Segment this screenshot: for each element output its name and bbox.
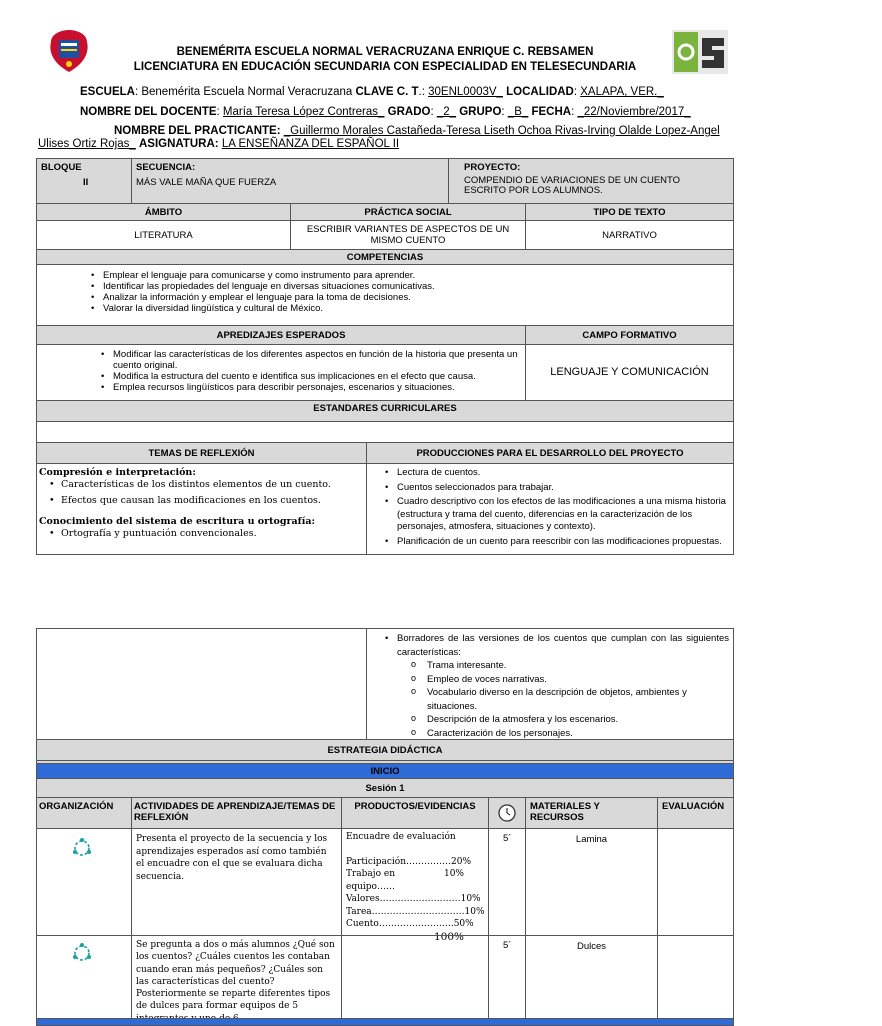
encuadre-row bbox=[346, 868, 464, 893]
info-line-docente: NOMBRE DEL DOCENTE: María Teresa López Contreras_ GRADO: _2_ GRUPO: _B_ FECHA: _22/Noviembre/2017_ bbox=[80, 106, 691, 118]
encuadre-value: 10% bbox=[464, 906, 485, 917]
produccion-item: • Cuentos seleccionados para trabajar. bbox=[383, 482, 729, 495]
evaluacion-cell bbox=[657, 828, 734, 936]
competencia-item: • Emplear el lenguaje para comunicarse y como instrumento para aprender. bbox=[89, 270, 733, 281]
proyecto-value: COMPENDIO DE VARIACIONES DE UN CUENTO ESCRITO POR LOS ALUMNOS. bbox=[464, 175, 681, 196]
col-evaluacion: EVALUACIÓN bbox=[657, 797, 734, 829]
produccion-item: • Lectura de cuentos. bbox=[383, 467, 729, 480]
actividad-cell: Presenta el proyecto de la secuencia y los aprendizajes esperados así como también el encuadre con el que se evaluara dicha secuencia. bbox=[131, 828, 342, 936]
caracteristica-item: o Caracterización de los personajes. bbox=[383, 727, 729, 741]
group-organization-icon bbox=[71, 942, 93, 964]
col-productos: PRODUCTOS/EVIDENCIAS bbox=[341, 797, 489, 829]
competencia-item: • Analizar la información y emplear el lenguaje para la toma de decisiones. bbox=[89, 292, 733, 303]
encuadre-total: 100% bbox=[433, 930, 464, 943]
secuencia-value: MÁS VALE MAÑA QUE FUERZA bbox=[136, 177, 277, 188]
encuadre-value: 20% bbox=[451, 856, 472, 867]
producciones-header: PRODUCCIONES PARA EL DESARROLLO DEL PROYECTO bbox=[366, 442, 734, 464]
info-line-escuela: ESCUELA: Benemérita Escuela Normal Veracruzana CLAVE C. T.: 30ENL0003V_ LOCALIDAD: XALAPA, VER._ bbox=[80, 86, 664, 98]
aprendizaje-item: • Modificar las características de los diferentes aspectos en función de la historia que presenta un cuento original. bbox=[99, 349, 521, 371]
encuadre-label: Participación…………… bbox=[346, 856, 451, 867]
competencias-list bbox=[89, 270, 733, 314]
group-organization-icon bbox=[71, 837, 93, 859]
estrategia-header: ESTRATEGIA DIDÁCTICA bbox=[36, 739, 734, 761]
tema-item: • Características de los distintos elementos de un cuento. bbox=[47, 479, 364, 491]
bloque-cell bbox=[36, 158, 132, 204]
clock-icon bbox=[497, 803, 517, 823]
sesion-header: Sesión 1 bbox=[36, 778, 734, 798]
tema-item: • Efectos que causan las modificaciones en los cuentos. bbox=[47, 495, 364, 507]
encuadre-value: 10% bbox=[460, 894, 481, 904]
grupo-label: GRUPO bbox=[459, 106, 502, 118]
encuadre-value: 10% bbox=[443, 869, 464, 879]
escuela-value: : Benemérita Escuela Normal Veracruzana bbox=[134, 86, 353, 98]
tipo-header: TIPO DE TEXTO bbox=[525, 203, 734, 221]
tiempo-cell: 5´ bbox=[488, 828, 526, 936]
next-section-bar bbox=[36, 1018, 734, 1026]
temas-subheading: Compresión e interpretación: bbox=[39, 467, 196, 478]
school-name: BENEMÉRITA ESCUELA NORMAL VERACRUZANA ENRIQUE C. REBSAMEN bbox=[176, 46, 594, 58]
tipo-value: NARRATIVO bbox=[525, 220, 734, 250]
encuadre-value: 50% bbox=[453, 919, 474, 929]
encuadre-row bbox=[346, 906, 485, 919]
producciones-cell bbox=[366, 463, 734, 555]
temas-cell bbox=[36, 463, 367, 555]
actividad-cell: Se pregunta a dos o más alumnos ¿Qué son los cuentos? ¿Cuáles cuentos les contaban cuando eran más pequeños? ¿Cuáles son las características del cuento? Posteriormente se reparte diferentes tipos de dulces para formar equipos de 5 bbox=[131, 935, 342, 1019]
campo-value: LENGUAJE Y COMUNICACIÓN bbox=[525, 344, 734, 401]
material-cell: Lamina bbox=[525, 828, 658, 936]
temas-header: TEMAS DE REFLEXIÓN bbox=[36, 442, 367, 464]
col-organizacion: ORGANIZACIÓN bbox=[36, 797, 132, 829]
grupo-value: _B_ bbox=[507, 106, 529, 118]
docente-label: NOMBRE DEL DOCENTE bbox=[80, 106, 217, 118]
col-materiales: MATERIALES Y RECURSOS bbox=[525, 797, 658, 829]
proyecto-cell bbox=[448, 158, 734, 204]
encuadre-cell bbox=[341, 828, 489, 943]
competencia-item: • Identificar las propiedades del lenguaje en diversas situaciones comunicativas. bbox=[89, 281, 733, 292]
school-seal-logo bbox=[47, 28, 91, 74]
caracteristica-item: o Descripción de la atmosfera y los escenarios. bbox=[383, 713, 729, 727]
aprendizaje-item: • Modifica la estructura del cuento e identifica sus implicaciones en el efecto que causa. bbox=[99, 371, 521, 382]
encuadre-label: Tarea…………………………. bbox=[346, 906, 465, 917]
estandares-cell bbox=[36, 421, 734, 443]
aprendizajes-cell bbox=[36, 344, 526, 401]
encuadre-row bbox=[346, 918, 474, 931]
material-cell: Dulces bbox=[525, 935, 658, 1019]
temas-list bbox=[39, 528, 364, 540]
caracteristica-item: o Empleo de voces narrativas. bbox=[383, 673, 729, 687]
caracteristica-item: o Vocabulario diverso en la descripción de objetos, ambientes y situaciones. bbox=[383, 686, 729, 713]
competencias-header: COMPETENCIAS bbox=[36, 249, 734, 265]
campo-header: CAMPO FORMATIVO bbox=[525, 325, 734, 345]
localidad-label: LOCALIDAD bbox=[506, 86, 574, 98]
organizacion-cell bbox=[36, 935, 132, 1019]
docente-value: María Teresa López Contreras_ bbox=[222, 106, 385, 118]
competencias-cell bbox=[36, 264, 734, 326]
bloque-label: BLOQUE bbox=[41, 162, 82, 173]
clave-label: CLAVE C. T bbox=[355, 86, 419, 98]
practica-value: ESCRIBIR VARIANTES DE ASPECTOS DE UN MISMO CUENTO bbox=[290, 220, 526, 250]
borradores-list bbox=[383, 632, 729, 659]
practicante-value: _Guillermo Morales Castañeda-Teresa Liseth Ochoa Rivas-Irving Olalde Lopez-Angel bbox=[283, 125, 720, 137]
encuadre-row bbox=[346, 856, 472, 869]
col-actividades: ACTIVIDADES DE APRENDIZAJE/TEMAS DE REFLEXIÓN bbox=[131, 797, 342, 829]
evaluacion-cell bbox=[657, 935, 734, 1019]
temas-subheading: Conocimiento del sistema de escritura u ortografía: bbox=[39, 516, 316, 527]
produccion-item: • Planificación de un cuento para reescribir con las modificaciones propuestas. bbox=[383, 536, 729, 549]
clave-value: 30ENL0003V_ bbox=[428, 86, 503, 98]
secuencia-label: SECUENCIA: bbox=[136, 162, 196, 173]
inicio-header: INICIO bbox=[36, 763, 734, 779]
proyecto-label: PROYECTO: bbox=[464, 162, 521, 173]
fecha-label: FECHA bbox=[531, 106, 572, 118]
aprendizajes-list bbox=[99, 349, 521, 393]
col-tiempo bbox=[488, 797, 526, 829]
info-line-practicante bbox=[114, 125, 882, 137]
encuadre-row bbox=[346, 893, 481, 906]
estandares-header: ESTANDARES CURRICULARES bbox=[36, 400, 734, 422]
practicante-label: NOMBRE DEL PRACTICANTE: bbox=[114, 125, 281, 137]
grado-value: _2_ bbox=[436, 106, 457, 118]
borradores-cell bbox=[366, 628, 734, 740]
school-heading bbox=[100, 45, 670, 74]
ambito-header: ÁMBITO bbox=[36, 203, 291, 221]
temas-list bbox=[39, 479, 364, 507]
localidad-value: XALAPA, VER._ bbox=[580, 86, 664, 98]
aprendizajes-header: APREDIZAJES ESPERADOS bbox=[36, 325, 526, 345]
encuadre-label: Trabajo en equipo…… bbox=[346, 869, 395, 892]
caracteristica-item: o Trama interesante. bbox=[383, 659, 729, 673]
competencia-item: • Valorar la diversidad lingüística y cultural de México. bbox=[89, 303, 733, 314]
encuadre-label: Valores……………………… bbox=[346, 894, 461, 904]
fecha-value: _22/Noviembre/2017_ bbox=[577, 106, 691, 118]
aprendizaje-item: • Emplea recursos lingüísticos para describir personajes, escenarios y situaciones. bbox=[99, 382, 521, 393]
encuadre-label: Cuento……………………. bbox=[346, 919, 454, 929]
tiempo-cell: 5´ bbox=[488, 935, 526, 1019]
bloque-value: II bbox=[83, 177, 89, 188]
organizacion-cell bbox=[36, 828, 132, 936]
asignatura-label: ASIGNATURA: bbox=[138, 138, 219, 150]
degree-name: LICENCIATURA EN EDUCACIÓN SECUNDARIA CON ESPECIALIDAD EN TELESECUNDARIA bbox=[133, 60, 637, 73]
practicante-value-cont: Ulises Ortiz Rojas_ bbox=[38, 138, 136, 150]
escuela-label: ESCUELA bbox=[80, 86, 135, 98]
continuation-empty-cell bbox=[36, 628, 367, 740]
produccion-item: • Cuadro descriptivo con los efectos de las modificaciones a una misma historia (estructura y trama del cuento, diferencias en la caracterización de los personajes, atmosfera, situaciones y contexto). bbox=[383, 496, 729, 534]
info-line-asignatura bbox=[38, 138, 806, 150]
caracteristicas-list bbox=[383, 659, 729, 740]
producciones-list bbox=[383, 467, 729, 548]
asignatura-value: LA ENSEÑANZA DEL ESPAÑOL II bbox=[221, 138, 400, 150]
productos-cell bbox=[341, 935, 489, 1019]
tema-item: • Ortografía y puntuación convencionales. bbox=[47, 528, 364, 540]
ambito-value: LITERATURA bbox=[36, 220, 291, 250]
practica-header: PRÁCTICA SOCIAL bbox=[290, 203, 526, 221]
encuadre-title: Encuadre de evaluación bbox=[346, 832, 456, 842]
borradores-item: • Borradores de las versiones de los cuentos que cumplan con las siguientes características: bbox=[383, 632, 729, 659]
ts-logo bbox=[672, 30, 728, 74]
grado-label: GRADO bbox=[387, 106, 431, 118]
secuencia-cell bbox=[131, 158, 449, 204]
